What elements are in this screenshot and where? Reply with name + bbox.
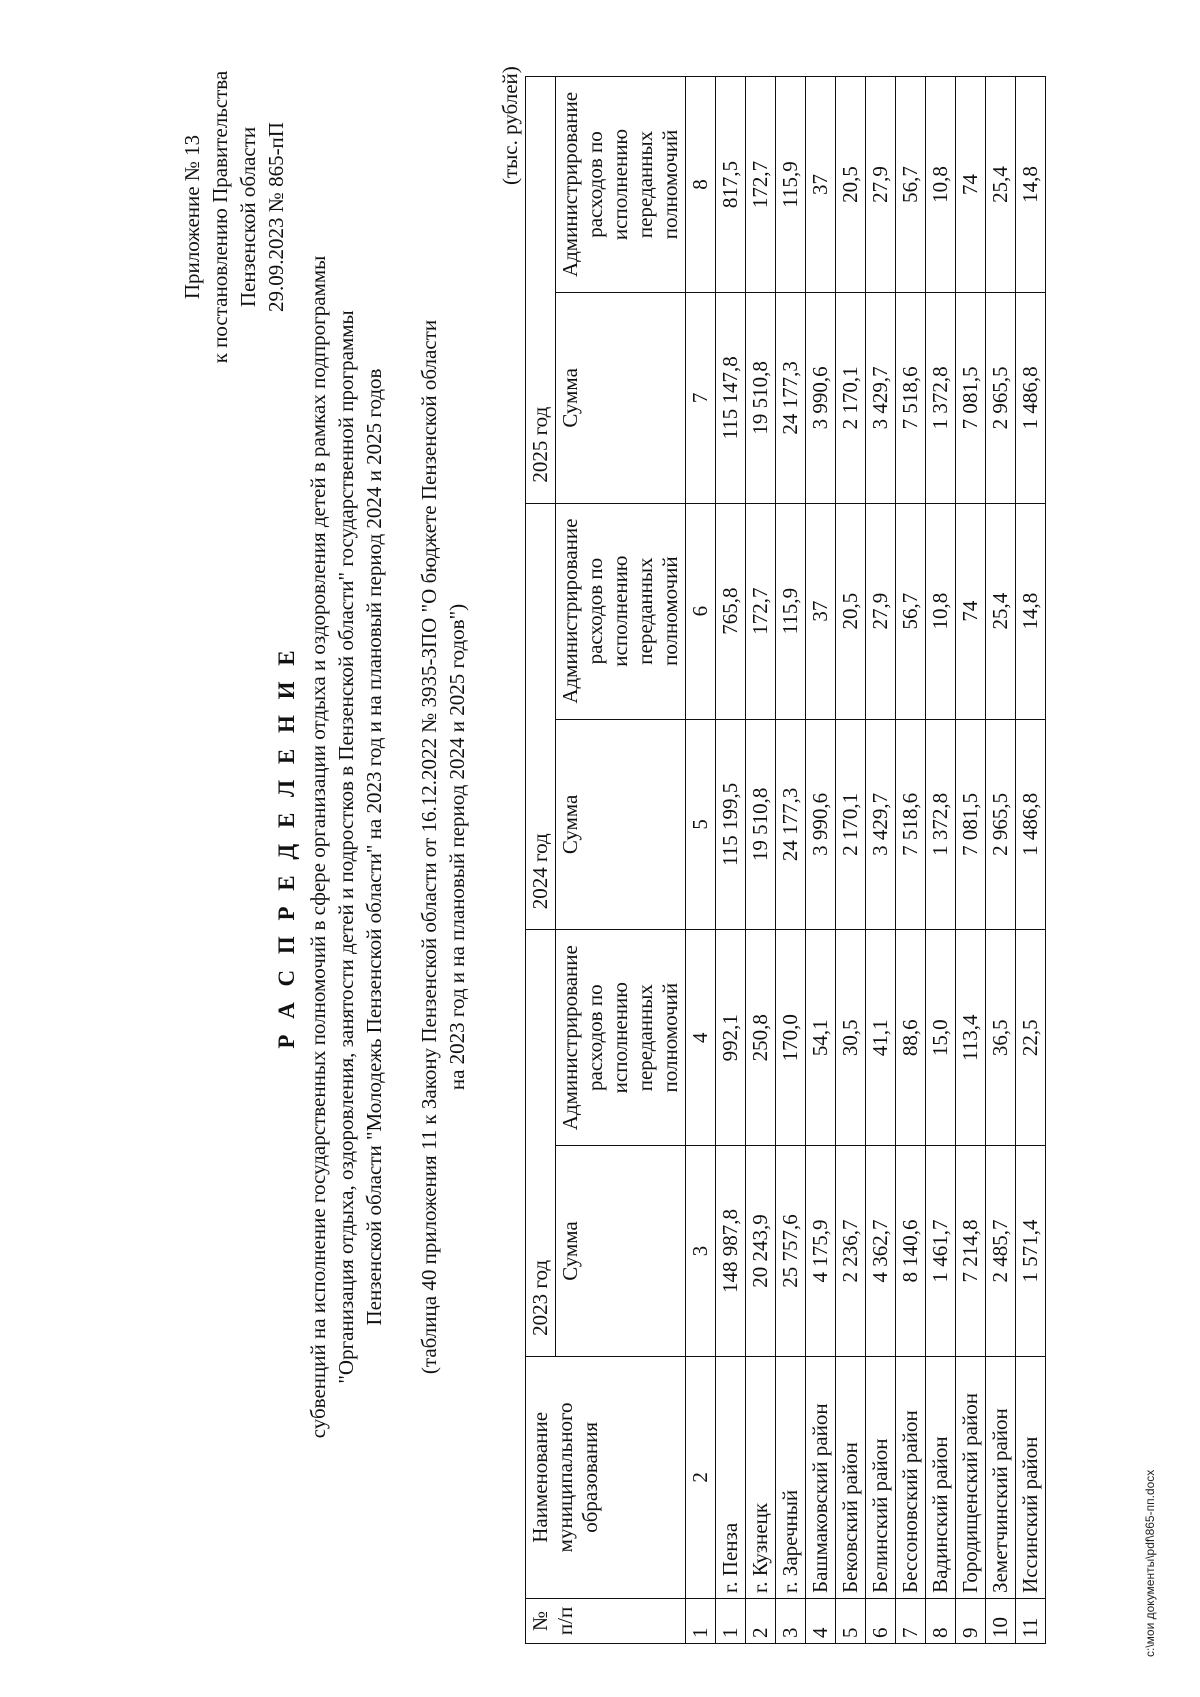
distribution-table [525, 76, 1046, 1644]
adm-2023: 88,6 [896, 930, 926, 1146]
sum-2023: 2 236,7 [836, 1146, 866, 1357]
adm-2025: 20,5 [836, 77, 866, 293]
row-name: Вадинский район [926, 1356, 956, 1598]
adm-2025: 14,8 [1016, 77, 1046, 293]
header-2023: 2023 год [526, 930, 556, 1357]
table-row [806, 77, 836, 1644]
adm-2024: 765,8 [716, 503, 746, 719]
sum-2023: 1 571,4 [1016, 1146, 1046, 1357]
title-note-2: на 2023 год и на плановый период 2024 и 2025 годов") [445, 603, 469, 1091]
title-line-3: Пензенской области "Молодежь Пензенской области" на 2023 год и на плановый период 2024 и 2025 годов [362, 368, 386, 1326]
row-num: 11 [1016, 1598, 1046, 1643]
sum-2025: 7 518,6 [896, 292, 926, 503]
row-name: Белинский район [866, 1356, 896, 1598]
sum-2024: 24 177,3 [776, 719, 806, 930]
header-sum-2023: Сумма [556, 1146, 686, 1357]
adm-2024: 115,9 [776, 503, 806, 719]
colnum-4: 4 [686, 930, 716, 1146]
colnum-1: 1 [686, 1598, 716, 1643]
colnum-2: 2 [686, 1356, 716, 1598]
header-adm-2025: Администрирование расходов по исполнению переданных полномочий [556, 77, 686, 293]
title-heading: Р А С П Р Е Д Е Л Е Н И Е [274, 645, 299, 1049]
table-row [986, 77, 1016, 1644]
sum-2024: 3 429,7 [866, 719, 896, 930]
header-adm-2023: Администрирование расходов по исполнению переданных полномочий [556, 930, 686, 1146]
adm-2024: 172,7 [746, 503, 776, 719]
document-title [270, 97, 471, 1597]
sum-2024: 1 486,8 [1016, 719, 1046, 930]
sum-2025: 1 486,8 [1016, 292, 1046, 503]
sum-2023: 25 757,6 [776, 1146, 806, 1357]
colnum-7: 7 [686, 292, 716, 503]
row-num: 4 [806, 1598, 836, 1643]
adm-2025: 172,7 [746, 77, 776, 293]
row-name: Башмаковский район [806, 1356, 836, 1598]
header-2024: 2024 год [526, 503, 556, 930]
adm-2023: 41,1 [866, 930, 896, 1146]
colnum-5: 5 [686, 719, 716, 930]
sum-2025: 2 170,1 [836, 292, 866, 503]
adm-2023: 36,5 [986, 930, 1016, 1146]
row-num: 1 [716, 1598, 746, 1643]
sum-2024: 1 372,8 [926, 719, 956, 930]
adm-2025: 56,7 [896, 77, 926, 293]
sum-2024: 115 199,5 [716, 719, 746, 930]
row-name: г. Кузнецк [746, 1356, 776, 1598]
adm-2024: 27,9 [866, 503, 896, 719]
row-num: 6 [866, 1598, 896, 1643]
colnum-3: 3 [686, 1146, 716, 1357]
title-line-1: субвенций на исполнение государственных полномочий в сфере организации отдыха и оздоровления детей в рамках подпрограммы [306, 255, 330, 1439]
table-row [746, 77, 776, 1644]
table-row [716, 77, 746, 1644]
appendix-region: Пензенской области [236, 126, 260, 308]
row-num: 2 [746, 1598, 776, 1643]
header-name: Наименование муниципального образования [526, 1356, 686, 1598]
sum-2025: 3 990,6 [806, 292, 836, 503]
row-name: г. Заречный [776, 1356, 806, 1598]
title-note-1: (таблица 40 приложения 11 к Закону Пензенской области от 16.12.2022 № 3935-ЗПО "О бюджете Пензенской области [417, 319, 441, 1375]
sum-2025: 24 177,3 [776, 292, 806, 503]
sum-2023: 4 175,9 [806, 1146, 836, 1357]
table-row [896, 77, 926, 1644]
adm-2025: 27,9 [866, 77, 896, 293]
sum-2024: 7 518,6 [896, 719, 926, 930]
row-name: Бековский район [836, 1356, 866, 1598]
adm-2023: 250,8 [746, 930, 776, 1146]
column-number-row [686, 77, 716, 1644]
sum-2023: 20 243,9 [746, 1146, 776, 1357]
adm-2024: 25,4 [986, 503, 1016, 719]
sum-2025: 19 510,8 [746, 292, 776, 503]
row-name: г. Пенза [716, 1356, 746, 1598]
sum-2023: 7 214,8 [956, 1146, 986, 1357]
header-2025: 2025 год [526, 77, 556, 504]
sum-2024: 7 081,5 [956, 719, 986, 930]
row-name: Бессоновский район [896, 1356, 926, 1598]
sum-2023: 148 987,8 [716, 1146, 746, 1357]
sum-2024: 2 965,5 [986, 719, 1016, 930]
sum-2025: 2 965,5 [986, 292, 1016, 503]
title-line-2: "Организация отдыха, оздоровления, занятости детей и подростков в Пензенской области" государственной программы [334, 310, 358, 1384]
colnum-8: 8 [686, 77, 716, 293]
adm-2023: 113,4 [956, 930, 986, 1146]
sum-2023: 8 140,6 [896, 1146, 926, 1357]
table-row [956, 77, 986, 1644]
units-label: (тыс. рублей) [498, 66, 522, 185]
row-num: 3 [776, 1598, 806, 1643]
row-num: 9 [956, 1598, 986, 1643]
adm-2025: 115,9 [776, 77, 806, 293]
row-name: Иссинский район [1016, 1356, 1046, 1598]
appendix-number: Приложение № 13 [180, 134, 204, 300]
adm-2024: 14,8 [1016, 503, 1046, 719]
adm-2025: 817,5 [716, 77, 746, 293]
file-path-footer: c:\мои документы\pdf\865-пп.docx [1143, 1469, 1157, 1657]
appendix-date: 29.09.2023 № 865-пП [264, 122, 288, 312]
adm-2025: 37 [806, 77, 836, 293]
adm-2025: 74 [956, 77, 986, 293]
appendix-ref: к постановлению Правительства [208, 70, 232, 364]
adm-2024: 20,5 [836, 503, 866, 719]
sum-2024: 19 510,8 [746, 719, 776, 930]
table-header-row-years [526, 77, 556, 1644]
adm-2023: 54,1 [806, 930, 836, 1146]
row-num: 5 [836, 1598, 866, 1643]
table-row [1016, 77, 1046, 1644]
sum-2025: 3 429,7 [866, 292, 896, 503]
header-sum-2024: Сумма [556, 719, 686, 930]
sum-2024: 3 990,6 [806, 719, 836, 930]
adm-2023: 15,0 [926, 930, 956, 1146]
adm-2023: 170,0 [776, 930, 806, 1146]
adm-2023: 992,1 [716, 930, 746, 1146]
row-num: 7 [896, 1598, 926, 1643]
sum-2024: 2 170,1 [836, 719, 866, 930]
header-sum-2025: Сумма [556, 292, 686, 503]
table-row [926, 77, 956, 1644]
table-row [836, 77, 866, 1644]
header-adm-2024: Администрирование расходов по исполнению переданных полномочий [556, 503, 686, 719]
table-row [776, 77, 806, 1644]
sum-2023: 4 362,7 [866, 1146, 896, 1357]
sum-2023: 1 461,7 [926, 1146, 956, 1357]
sum-2025: 7 081,5 [956, 292, 986, 503]
adm-2024: 37 [806, 503, 836, 719]
adm-2025: 25,4 [986, 77, 1016, 293]
adm-2024: 74 [956, 503, 986, 719]
adm-2024: 10,8 [926, 503, 956, 719]
row-num: 8 [926, 1598, 956, 1643]
adm-2023: 30,5 [836, 930, 866, 1146]
adm-2024: 56,7 [896, 503, 926, 719]
table-row [866, 77, 896, 1644]
row-name: Земетчинский район [986, 1356, 1016, 1598]
sum-2025: 1 372,8 [926, 292, 956, 503]
sum-2025: 115 147,8 [716, 292, 746, 503]
adm-2023: 22,5 [1016, 930, 1046, 1146]
colnum-6: 6 [686, 503, 716, 719]
row-name: Городищенский район [956, 1356, 986, 1598]
adm-2025: 10,8 [926, 77, 956, 293]
row-num: 10 [986, 1598, 1016, 1643]
sum-2023: 2 485,7 [986, 1146, 1016, 1357]
header-num: № п/п [526, 1598, 686, 1643]
